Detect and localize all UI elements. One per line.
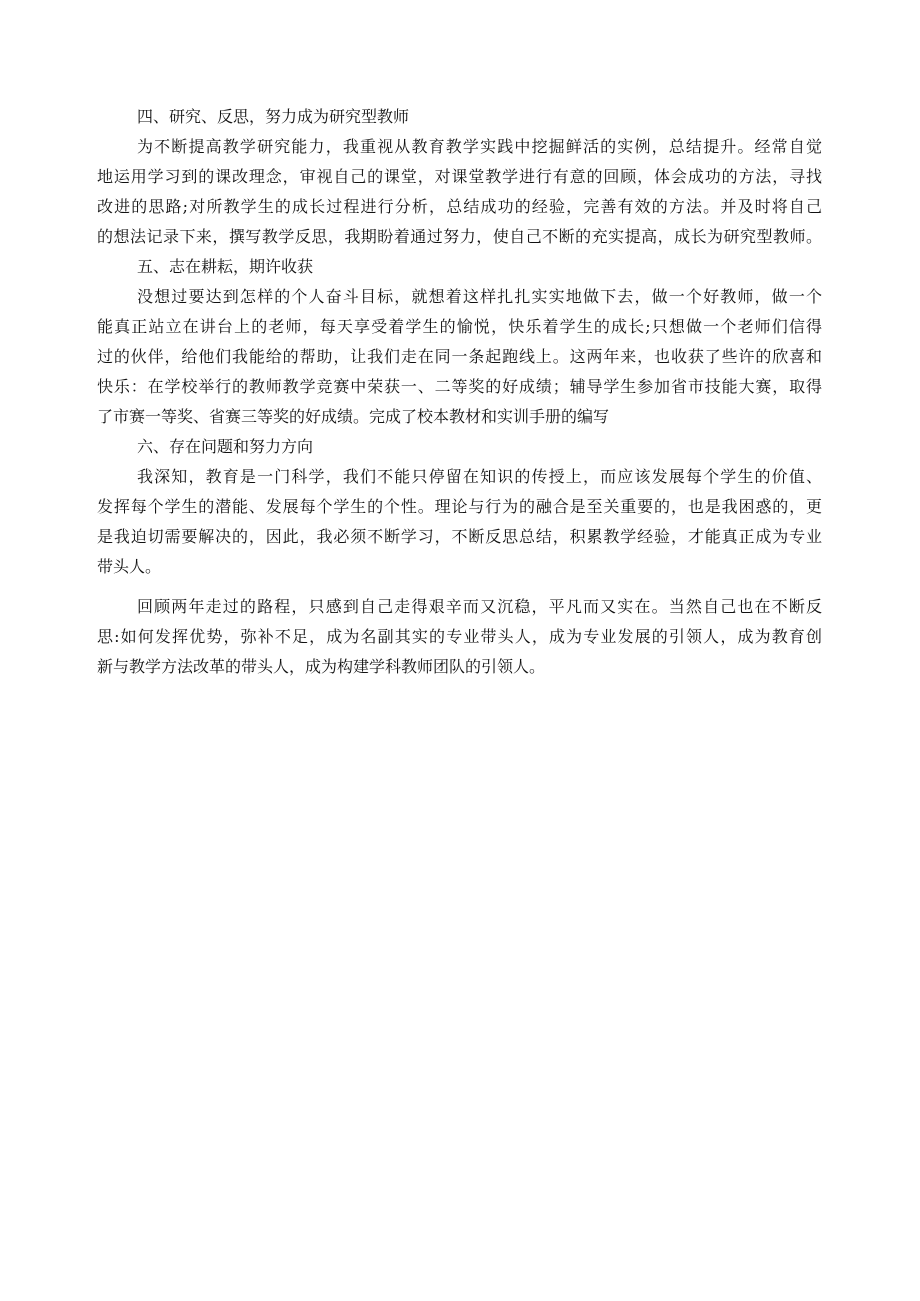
text-line: 带头人。 bbox=[97, 557, 162, 576]
text-line: 地运用学习到的课改理念，审视自己的课堂，对课堂教学进行有意的回顾，体会成功的方法，寻找 bbox=[97, 167, 822, 186]
section-heading-4: 四、研究、反思，努力成为研究型教师 bbox=[137, 107, 410, 126]
text-line: 为不断提高教学研究能力，我重视从教育教学实践中挖掘鲜活的实例，总结提升。经常自觉 bbox=[137, 137, 822, 156]
text-line: 是我迫切需要解决的，因此，我必须不断学习，不断反思总结，积累教学经验，才能真正成为专业 bbox=[97, 527, 822, 546]
text-line: 能真正站立在讲台上的老师，每天享受着学生的愉悦，快乐着学生的成长;只想做一个老师们信得 bbox=[97, 317, 822, 336]
section-heading-5: 五、志在耕耘，期许收获 bbox=[137, 257, 314, 276]
section-4-paragraph-1 bbox=[97, 132, 822, 252]
section-heading-6: 六、存在问题和努力方向 bbox=[137, 437, 314, 456]
document-body bbox=[97, 102, 822, 682]
text-line: 我深知，教育是一门科学，我们不能只停留在知识的传授上，而应该发展每个学生的价值、 bbox=[137, 467, 822, 486]
section-5-paragraph-1 bbox=[97, 282, 822, 432]
paragraph-spacer bbox=[97, 582, 822, 592]
text-line: 回顾两年走过的路程，只感到自己走得艰辛而又沉稳，平凡而又实在。当然自己也在不断反 bbox=[137, 597, 822, 616]
text-line: 思:如何发挥优势，弥补不足，成为名副其实的专业带头人，成为专业发展的引领人，成为教育创 bbox=[97, 627, 822, 646]
text-line: 发挥每个学生的潜能、发展每个学生的个性。理论与行为的融合是至关重要的，也是我困惑的，更 bbox=[97, 497, 822, 516]
text-line: 新与教学方法改革的带头人，成为构建学科教师团队的引领人。 bbox=[97, 657, 546, 676]
text-line: 的想法记录下来，撰写教学反思，我期盼着通过努力，使自己不断的充实提高，成长为研究型教师。 bbox=[97, 227, 822, 246]
text-line: 没想过要达到怎样的个人奋斗目标，就想着这样扎扎实实地做下去，做一个好教师，做一个 bbox=[137, 287, 822, 306]
text-line: 改进的思路;对所教学生的成长过程进行分析，总结成功的经验，完善有效的方法。并及时将自己 bbox=[97, 197, 822, 216]
section-6-paragraph-1 bbox=[97, 462, 822, 582]
text-line: 过的伙伴，给他们我能给的帮助，让我们走在同一条起跑线上。这两年来，也收获了些许的欣喜和 bbox=[97, 347, 822, 366]
section-6-paragraph-2 bbox=[97, 592, 822, 682]
text-line: 了市赛一等奖、省赛三等奖的好成绩。完成了校本教材和实训手册的编写 bbox=[97, 407, 610, 426]
text-line: 快乐：在学校举行的教师教学竞赛中荣获一、二等奖的好成绩；辅导学生参加省市技能大赛，取得 bbox=[97, 377, 822, 396]
